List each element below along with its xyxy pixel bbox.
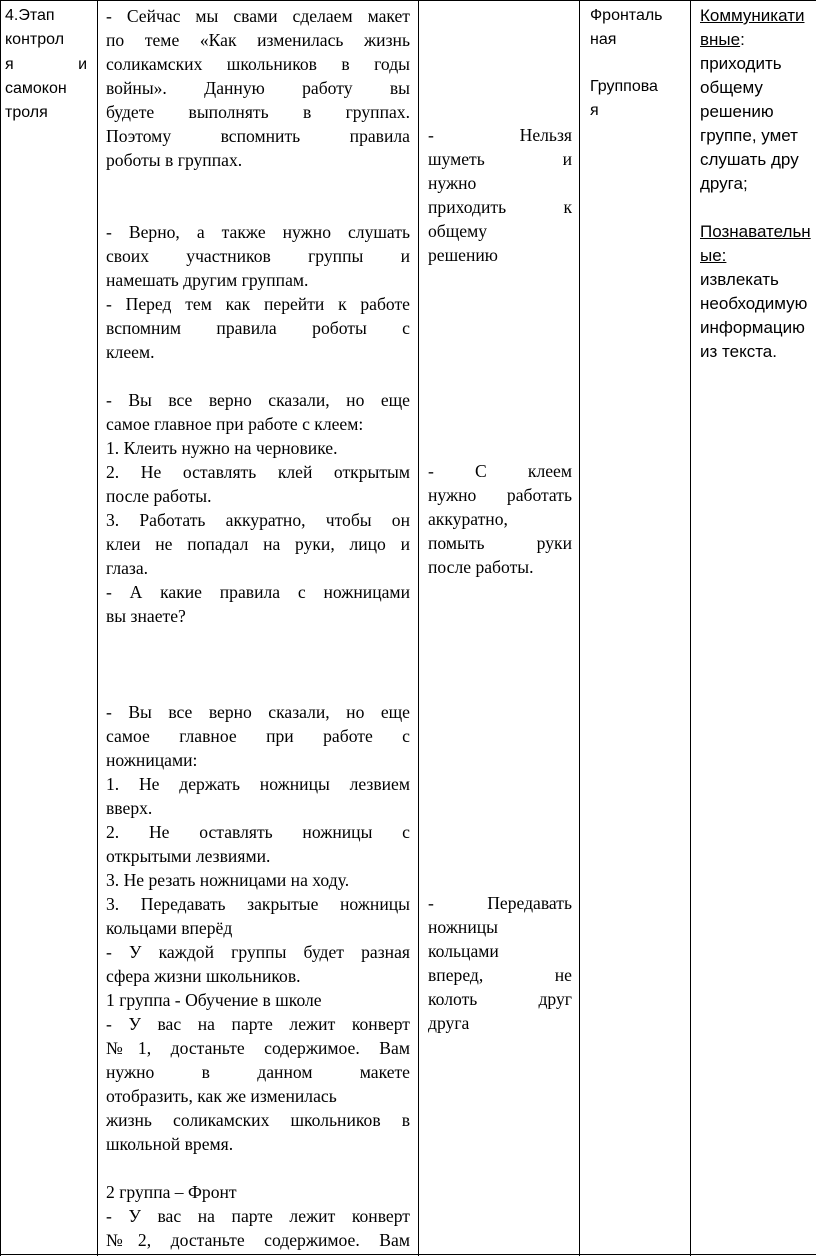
teacher-line: жизнь соликамских школьников в (106, 1110, 410, 1130)
teacher-line: - У вас на парте лежит конверт (106, 1014, 410, 1034)
uud-line: общему (700, 78, 763, 97)
student-answer-line: кольцами (428, 941, 499, 961)
student-answer-line: решению (428, 245, 498, 265)
student-answer-line: общему (428, 221, 488, 241)
table-divider-2 (418, 0, 419, 1256)
teacher-line: №2, достаньте содержимое. Вам (106, 1230, 410, 1250)
communicative-heading: вные (700, 30, 741, 49)
student-answer-line: нужно (428, 173, 477, 193)
stage-line: троля (5, 104, 48, 122)
uud-line: приходить (700, 54, 782, 73)
teacher-line: сфера жизни школьников. (106, 966, 301, 986)
teacher-line: Поэтому вспомнить правила (106, 126, 410, 146)
communicative-heading: Коммуникати (700, 6, 805, 25)
teacher-line: вспомним правила роботы с (106, 318, 410, 338)
teacher-line: клеи не попадал на руки, лицо и (106, 534, 410, 554)
student-answer-line: - С клеем (428, 461, 572, 481)
teacher-line: - Вы все верно сказали, но еще (106, 390, 410, 410)
teacher-line: своих участников группы и (106, 246, 410, 266)
uud-line: группе, умет (700, 126, 798, 145)
student-glue-answer (428, 459, 572, 579)
teacher-line: - Сейчас мы свами сделаем макет (106, 6, 410, 26)
student-answer-line: нужно работать (428, 485, 572, 505)
teacher-line: самое главное при работе с (106, 726, 410, 746)
teacher-line: - У вас на парте лежит конверт (106, 1206, 410, 1226)
stage-line: я и (5, 55, 87, 73)
student-activity-cell (428, 123, 572, 267)
teacher-line: отобразить, как же изменилась (106, 1086, 337, 1106)
teacher-line: - Вы все верно сказали, но еще (106, 702, 410, 722)
table-border-left (0, 0, 1, 1256)
student-scissors-answer (428, 891, 572, 1035)
student-answer-line: - Передавать (428, 893, 572, 913)
teacher-line: 1. Не держать ножницы лезвием (106, 774, 410, 794)
form-line: ная (590, 30, 617, 48)
form-line: Фронталь (590, 7, 663, 24)
teacher-line: 2. Не оставлять клей открытым (106, 462, 410, 482)
teacher-line: 1 группа - Обучение в школе (106, 990, 322, 1010)
student-answer-line: колоть друг (428, 989, 572, 1009)
cognitive-heading: ые: (700, 246, 727, 265)
uud-cell (700, 4, 816, 364)
teacher-line: - Верно, а также нужно слушать (106, 222, 410, 242)
stage-line: 4.Этап (5, 7, 55, 24)
student-answer-line: - Нельзя (428, 125, 572, 145)
teacher-line: ножницами: (106, 750, 198, 770)
form-line: я (590, 101, 599, 119)
teacher-line: клеем. (106, 342, 155, 362)
teacher-line: - А какие правила с ножницами (106, 582, 410, 602)
form-line: Группова (590, 78, 658, 95)
teacher-line: по теме «Как изменилась жизнь (106, 30, 410, 50)
uud-line: решению (700, 102, 774, 121)
uud-line: друга; (700, 174, 748, 193)
teacher-line: самое главное при работе с клеем: (106, 414, 364, 434)
table-border-bottom (0, 1254, 816, 1255)
table-divider-1 (97, 0, 98, 1256)
student-answer-line: ножницы (428, 917, 498, 937)
teacher-activity-cell (106, 4, 410, 1252)
student-answer-line: аккуратно, (428, 509, 508, 529)
teacher-line: 3. Передавать закрытые ножницы (106, 894, 410, 914)
uud-line: из текста. (700, 342, 777, 361)
teacher-line: глаза. (106, 558, 149, 578)
stage-line: контрол (5, 31, 65, 49)
student-answer-line: после работы. (428, 557, 534, 577)
table-divider-4 (690, 0, 691, 1256)
teacher-line: будете выполнять в группах. (106, 102, 410, 122)
student-answer-line: вперед, не (428, 965, 572, 985)
uud-line: слушать дру (700, 150, 799, 169)
teacher-line: войны». Данную работу вы (106, 78, 410, 98)
form-of-work-cell (590, 4, 682, 122)
student-answer-line: помыть руки (428, 533, 572, 553)
teacher-line: - У каждой группы будет разная (106, 942, 410, 962)
teacher-line: вы знаете? (106, 606, 186, 626)
teacher-line: 2. Не оставлять ножницы с (106, 822, 410, 842)
teacher-line: после работы. (106, 486, 212, 506)
teacher-line: роботы в группах. (106, 150, 243, 170)
table-border-top (0, 0, 816, 1)
uud-line: информацию (700, 318, 805, 337)
teacher-line: 1. Клеить нужно на черновике. (106, 438, 338, 458)
teacher-line: 3. Работать аккуратно, чтобы он (106, 510, 410, 530)
stage-cell (5, 4, 87, 125)
table-divider-3 (579, 0, 580, 1256)
teacher-line: кольцами вперёд (106, 918, 233, 938)
stage-line: самокон (5, 79, 67, 97)
student-answer-line: приходить к (428, 197, 572, 217)
teacher-line: школьной время. (106, 1134, 234, 1154)
teacher-line: 3. Не резать ножницами на ходу. (106, 870, 350, 890)
teacher-line: открытыми лезвиями. (106, 846, 271, 866)
teacher-line: 2 группа – Фронт (106, 1182, 237, 1202)
teacher-line: соликамских школьников в годы (106, 54, 410, 74)
teacher-line: №1, достаньте содержимое. Вам (106, 1038, 410, 1058)
communicative-colon: : (740, 30, 745, 49)
teacher-line: вверх. (106, 798, 153, 818)
teacher-line: - Перед тем как перейти к работе (106, 294, 410, 314)
student-answer-line: шуметь и (428, 149, 572, 169)
uud-line: извлекать (700, 270, 779, 289)
teacher-line: намешать другим группам. (106, 270, 309, 290)
teacher-line: нужно в данном макете (106, 1062, 410, 1082)
cognitive-heading: Познавательн (700, 222, 811, 241)
student-answer-line: друга (428, 1013, 470, 1033)
uud-line: необходимую (700, 294, 808, 313)
